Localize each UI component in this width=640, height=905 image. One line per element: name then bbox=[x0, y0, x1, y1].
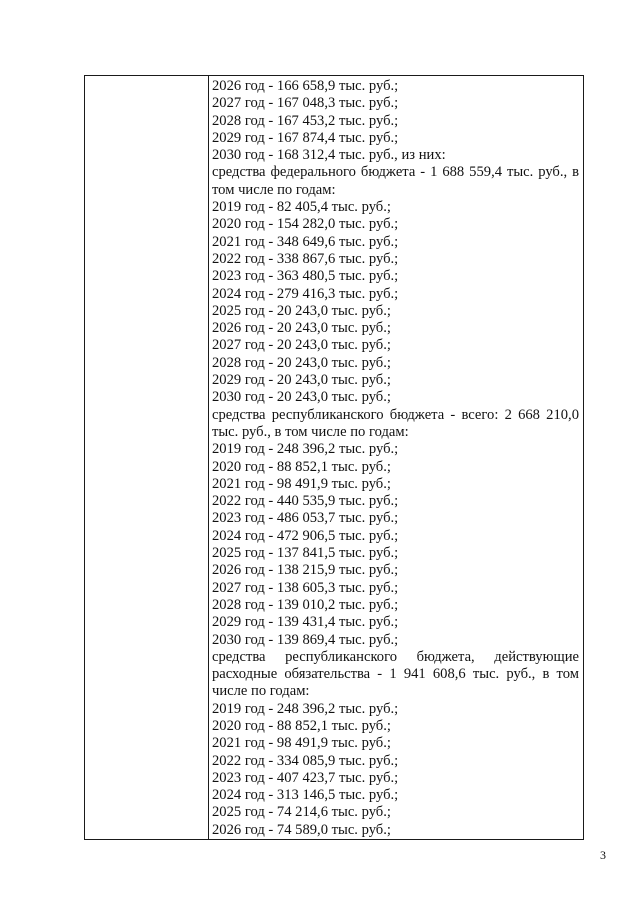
text-line: 2021 год - 98 491,9 тыс. руб.; bbox=[212, 475, 391, 492]
text-line: 2022 год - 338 867,6 тыс. руб.; bbox=[212, 250, 399, 267]
text-line: том числе по годам: bbox=[212, 181, 336, 198]
text-line: 2020 год - 88 852,1 тыс. руб.; bbox=[212, 717, 391, 734]
text-line: 2026 год - 166 658,9 тыс. руб.; bbox=[212, 78, 399, 94]
text-line: 2028 год - 139 010,2 тыс. руб.; bbox=[212, 596, 399, 613]
text-line: 2027 год - 138 605,3 тыс. руб.; bbox=[212, 579, 399, 596]
text-line: 2024 год - 313 146,5 тыс. руб.; bbox=[212, 787, 399, 804]
text-line: 2027 год - 167 048,3 тыс. руб.; bbox=[212, 95, 399, 112]
text-line: числе по годам: bbox=[212, 683, 310, 700]
text-line: тыс. руб., в том числе по годам: bbox=[212, 423, 409, 440]
text-line: 2026 год - 74 589,0 тыс. руб.; bbox=[212, 821, 391, 838]
text-line: 2024 год - 472 906,5 тыс. руб.; bbox=[212, 527, 399, 544]
text-line: средства федерального бюджета - 1 688 559,4 тыс. руб., в bbox=[212, 164, 579, 181]
page-number: 3 bbox=[600, 848, 606, 862]
text-line: 2028 год - 167 453,2 тыс. руб.; bbox=[212, 112, 399, 129]
text-line: 2025 год - 74 214,6 тыс. руб.; bbox=[212, 804, 391, 821]
text-line: 2021 год - 98 491,9 тыс. руб.; bbox=[212, 735, 391, 752]
text-line: 2022 год - 334 085,9 тыс. руб.; bbox=[212, 752, 399, 769]
text-line: средства республиканского бюджета, действующие bbox=[212, 648, 579, 665]
text-line: 2030 год - 168 312,4 тыс. руб., из них: bbox=[212, 147, 446, 164]
text-line: 2026 год - 138 215,9 тыс. руб.; bbox=[212, 562, 399, 579]
text-line: 2030 год - 20 243,0 тыс. руб.; bbox=[212, 389, 391, 406]
text-line: 2024 год - 279 416,3 тыс. руб.; bbox=[212, 285, 399, 302]
text-line: 2028 год - 20 243,0 тыс. руб.; bbox=[212, 354, 391, 371]
text-line: средства республиканского бюджета - всего: 2 668 210,0 bbox=[212, 406, 579, 423]
text-line: 2021 год - 348 649,6 тыс. руб.; bbox=[212, 233, 399, 250]
text-line: 2025 год - 137 841,5 тыс. руб.; bbox=[212, 545, 399, 562]
text-line: 2022 год - 440 535,9 тыс. руб.; bbox=[212, 493, 399, 510]
text-line: 2029 год - 139 431,4 тыс. руб.; bbox=[212, 614, 399, 631]
text-line: 2025 год - 20 243,0 тыс. руб.; bbox=[212, 302, 391, 319]
text-line: 2019 год - 248 396,2 тыс. руб.; bbox=[212, 441, 399, 458]
text-line: 2020 год - 88 852,1 тыс. руб.; bbox=[212, 458, 391, 475]
text-line: 2023 год - 486 053,7 тыс. руб.; bbox=[212, 510, 399, 527]
funding-text-column bbox=[212, 78, 579, 839]
text-line: 2019 год - 248 396,2 тыс. руб.; bbox=[212, 700, 399, 717]
text-line: 2019 год - 82 405,4 тыс. руб.; bbox=[212, 199, 391, 216]
text-line: 2023 год - 363 480,5 тыс. руб.; bbox=[212, 268, 399, 285]
text-line: 2027 год - 20 243,0 тыс. руб.; bbox=[212, 337, 391, 354]
text-line: 2030 год - 139 869,4 тыс. руб.; bbox=[212, 631, 399, 648]
text-line: 2020 год - 154 282,0 тыс. руб.; bbox=[212, 216, 399, 233]
text-line: расходные обязательства - 1 941 608,6 тыс. руб., в том bbox=[212, 666, 579, 683]
document-table bbox=[84, 75, 584, 840]
text-line: 2026 год - 20 243,0 тыс. руб.; bbox=[212, 320, 391, 337]
text-line: 2029 год - 20 243,0 тыс. руб.; bbox=[212, 372, 391, 389]
text-line: 2023 год - 407 423,7 тыс. руб.; bbox=[212, 769, 399, 786]
text-line: 2029 год - 167 874,4 тыс. руб.; bbox=[212, 129, 399, 146]
column-divider bbox=[208, 76, 209, 839]
